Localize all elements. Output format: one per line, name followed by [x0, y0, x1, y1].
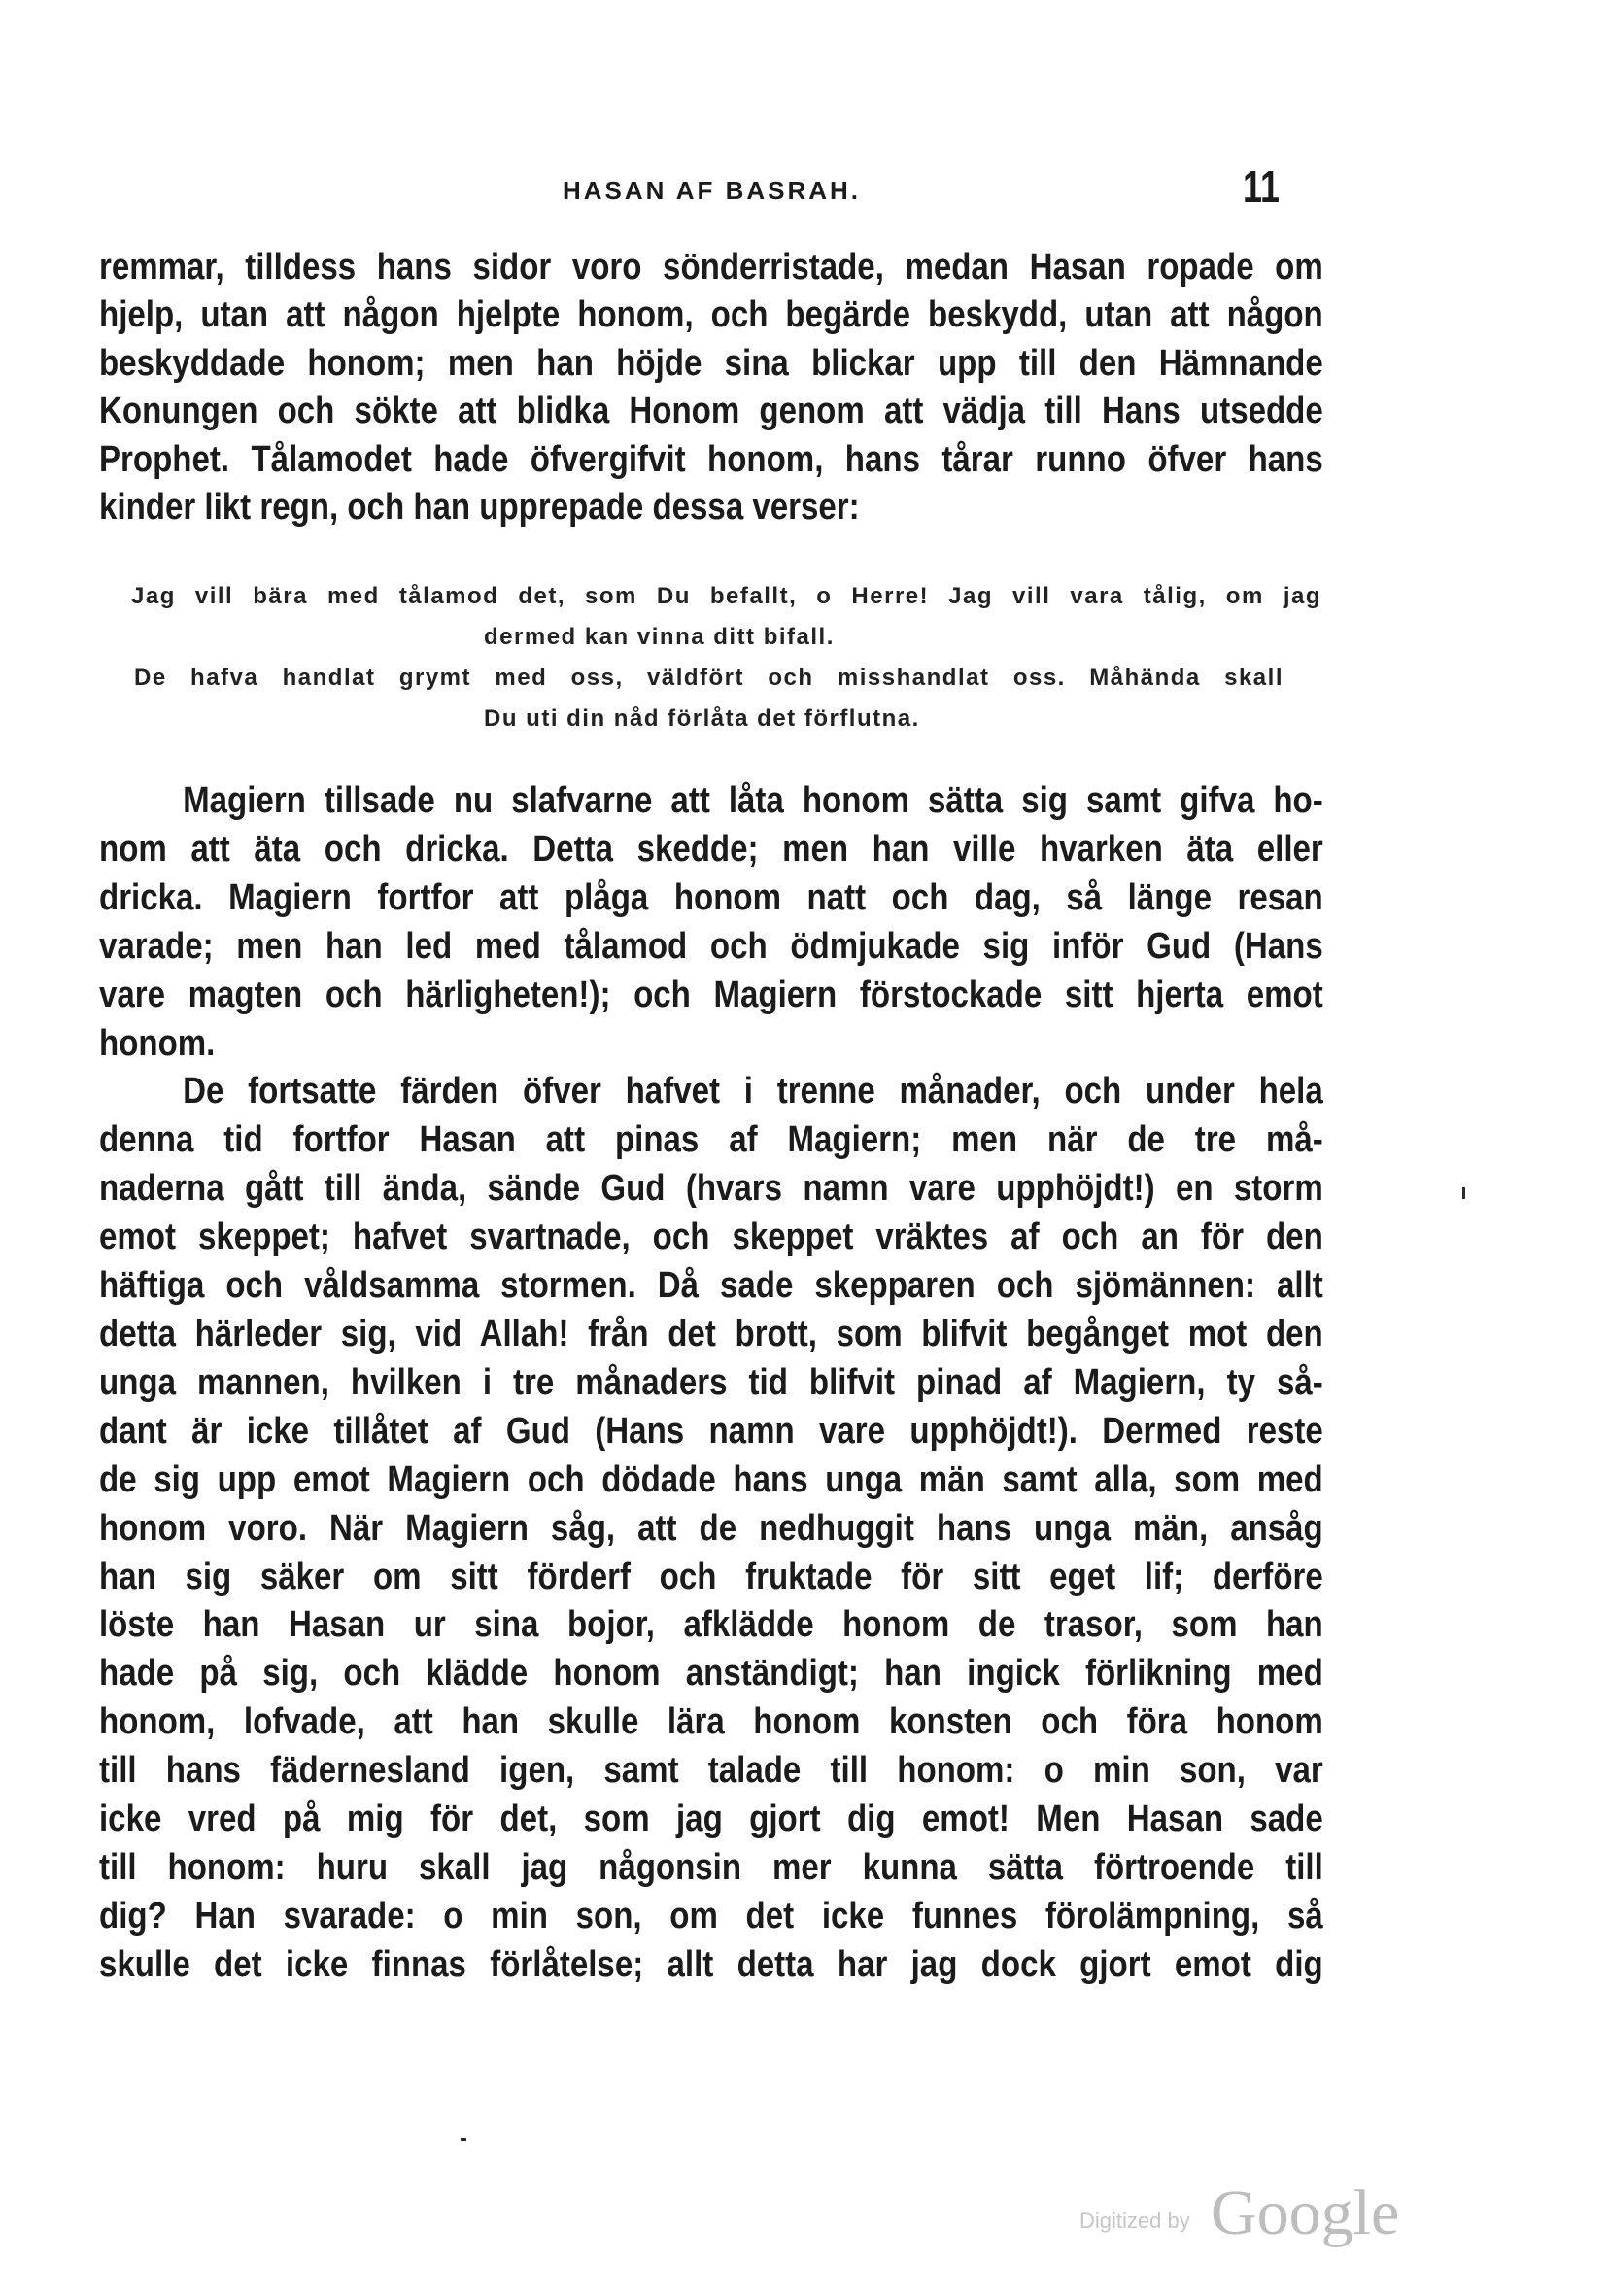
- verse-line: Jag vill bära med tålamod det, som Du befallt, o Herre! Jag vill vara tålig, om jag: [131, 583, 1321, 609]
- google-watermark: Google: [1211, 2177, 1400, 2248]
- paragraph: [99, 244, 1323, 531]
- text-line: kinder likt regn, och han upprepade dessa verser:: [99, 487, 860, 529]
- text-line: han sig säker om sitt förderf och fruktade för sitt eget lif; derföre: [99, 1556, 1323, 1597]
- text-line: hjelp, utan att någon hjelpte honom, och begärde beskydd, utan att någon: [99, 294, 1323, 336]
- verse-line: dermed kan vinna ditt bifall.: [484, 624, 835, 650]
- text-line: naderna gått till ända, sände Gud (hvars namn vare upphöjdt!) en storm: [99, 1168, 1323, 1210]
- text-line: häftiga och våldsamma stormen. Då sade skepparen och sjömännen: allt: [99, 1265, 1323, 1307]
- text-line: nom att äta och dricka. Detta skedde; men han ville hvarken äta eller: [99, 828, 1323, 870]
- text-line: detta härleder sig, vid Allah! från det brott, som blifvit begånget mot den: [99, 1313, 1323, 1354]
- text-line: varade; men han led med tålamod och ödmjukade sig inför Gud (Hans: [99, 925, 1323, 967]
- text-line: de sig upp emot Magiern och dödade hans unga män samt alla, som med: [99, 1458, 1323, 1500]
- text-line: dig? Han svarade: o min son, om det icke funnes förolämpning, så: [99, 1895, 1323, 1936]
- text-line: hade på sig, och klädde honom anständigt; han ingick förlikning med: [99, 1653, 1323, 1695]
- verse-line: De hafva handlat grymt med oss, väldfört och misshandlat oss. Måhända skall: [134, 665, 1284, 691]
- text-line: Prophet. Tålamodet hade öfvergifvit honom, hans tårar runno öfver hans: [99, 438, 1323, 480]
- text-line: icke vred på mig för det, som jag gjort dig emot! Men Hasan sade: [99, 1799, 1323, 1840]
- text-line: Magiern tillsade nu slafvarne att låta honom sätta sig samt gifva ho-: [183, 780, 1323, 821]
- text-line: till hans fädernesland igen, samt talade till honom: o min son, var: [99, 1750, 1323, 1792]
- text-line: Konungen och sökte att blidka Honom genom att vädja till Hans utsedde: [99, 391, 1323, 432]
- scan-speck: [1462, 1187, 1465, 1199]
- text-line: dant är icke tillåtet af Gud (Hans namn vare upphöjdt!). Dermed reste: [99, 1410, 1323, 1452]
- text-line: honom, lofvade, att han skulle lära honom konsten och föra honom: [99, 1701, 1323, 1743]
- text-line: löste han Hasan ur sina bojor, afklädde honom de trasor, som han: [99, 1604, 1323, 1646]
- verse-line: Du uti din nåd förlåta det förflutna.: [484, 705, 920, 732]
- digitized-by-label: Digitized by: [1079, 2209, 1190, 2233]
- text-line: emot skeppet; hafvet svartnade, och skeppet vräktes af och an för den: [99, 1217, 1323, 1258]
- verse-block: [131, 576, 1321, 739]
- text-line: dricka. Magiern fortfor att plåga honom natt och dag, så länge resan: [99, 876, 1323, 918]
- text-line: denna tid fortfor Hasan att pinas af Magiern; men när de tre må-: [99, 1119, 1323, 1161]
- text-line: remmar, tilldess hans sidor voro sönderristade, medan Hasan ropade om: [99, 247, 1323, 288]
- text-line: beskyddade honom; men han höjde sina blickar upp till den Hämnande: [99, 342, 1323, 384]
- page-number: 11: [1243, 161, 1280, 212]
- text-line: vare magten och härligheten!); och Magiern förstockade sitt hjerta emot: [99, 974, 1323, 1015]
- text-line: skulle det icke finnas förlåtelse; allt detta har jag dock gjort emot dig: [99, 1943, 1323, 1985]
- paragraph-group: [99, 777, 1323, 1990]
- text-line: De fortsatte färden öfver hafvet i trenne månader, och under hela: [183, 1071, 1323, 1113]
- text-line: honom.: [99, 1022, 216, 1064]
- scan-speck: [461, 2138, 466, 2141]
- text-line: honom voro. När Magiern såg, att de nedhuggit hans unga män, ansåg: [99, 1507, 1323, 1549]
- text-line: till honom: huru skall jag någonsin mer kunna sätta förtroende till: [99, 1846, 1323, 1888]
- text-line: unga mannen, hvilken i tre månaders tid blifvit pinad af Magiern, ty så-: [99, 1361, 1323, 1403]
- running-head-title: HASAN AF BASRAH.: [563, 176, 862, 205]
